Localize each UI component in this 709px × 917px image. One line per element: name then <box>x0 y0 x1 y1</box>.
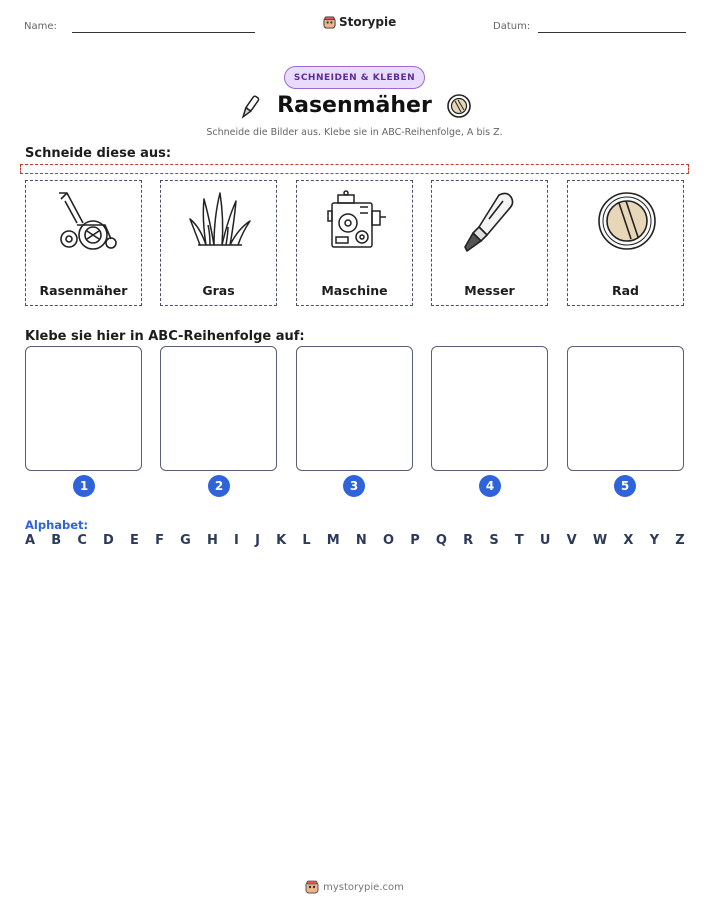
letter: V <box>566 533 577 548</box>
letter: E <box>130 533 139 548</box>
paste-slot-1[interactable] <box>25 346 142 471</box>
card-label-maschine: Maschine <box>321 283 388 298</box>
letter: C <box>77 533 87 548</box>
letter: I <box>234 533 239 548</box>
activity-badge: SCHNEIDEN & KLEBEN <box>284 66 425 89</box>
letter: H <box>206 533 218 548</box>
slot-number-5: 5 <box>614 475 636 497</box>
storypie-mascot-icon <box>305 880 319 894</box>
wheel-decor-icon <box>446 93 472 119</box>
paste-slot-2[interactable] <box>160 346 277 471</box>
footer-url[interactable]: mystorypie.com <box>323 881 404 893</box>
instructions: Schneide die Bilder aus. Klebe sie in ABC-Reihenfolge, A bis Z. <box>206 127 503 138</box>
cut-card-gras[interactable] <box>160 180 277 306</box>
card-label-gras: Gras <box>202 283 235 298</box>
letter: A <box>25 533 36 548</box>
storypie-mascot-icon <box>323 16 336 29</box>
letter: D <box>103 533 114 548</box>
letter: L <box>302 533 311 548</box>
letter: M <box>326 533 340 548</box>
slot-number-4: 4 <box>479 475 501 497</box>
cut-card-maschine[interactable] <box>296 180 413 306</box>
cut-card-rasenmaeher[interactable] <box>25 180 142 306</box>
date-label: Datum: <box>493 21 531 32</box>
brand-name: Storypie <box>339 15 397 29</box>
cut-line <box>20 164 689 174</box>
machine-icon <box>324 189 388 253</box>
brand-logo <box>323 15 396 29</box>
slot-number-2: 2 <box>208 475 230 497</box>
slot-number-1: 1 <box>73 475 95 497</box>
paste-heading: Klebe sie hier in ABC-Reihenfolge auf: <box>25 329 305 344</box>
letter: R <box>463 533 474 548</box>
letter: S <box>489 533 499 548</box>
wheel-icon <box>595 189 659 253</box>
letter: B <box>51 533 62 548</box>
letter: F <box>155 533 164 548</box>
card-label-messer: Messer <box>464 283 515 298</box>
paste-slot-4[interactable] <box>431 346 548 471</box>
letter: N <box>355 533 367 548</box>
footer <box>0 880 709 894</box>
letter: J <box>255 533 260 548</box>
date-line[interactable] <box>538 32 686 33</box>
letter: O <box>382 533 395 548</box>
letter: Q <box>435 533 447 548</box>
card-label-rasenmaeher: Rasenmäher <box>39 283 128 298</box>
grass-icon <box>188 189 252 253</box>
knife-icon <box>459 189 523 253</box>
slot-number-3: 3 <box>343 475 365 497</box>
alphabet-label: Alphabet: <box>25 518 89 532</box>
alphabet-row <box>25 533 685 548</box>
letter: W <box>592 533 608 548</box>
paste-slot-3[interactable] <box>296 346 413 471</box>
letter: Z <box>675 533 685 548</box>
name-line[interactable] <box>72 32 255 33</box>
cut-card-messer[interactable] <box>431 180 548 306</box>
letter: Y <box>649 533 660 548</box>
letter: U <box>539 533 551 548</box>
cut-card-rad[interactable] <box>567 180 684 306</box>
card-label-rad: Rad <box>611 283 639 298</box>
letter: K <box>276 533 287 548</box>
letter: P <box>410 533 420 548</box>
letter: G <box>180 533 191 548</box>
name-label: Name: <box>24 21 57 32</box>
page-title: Rasenmäher <box>277 93 432 118</box>
cut-heading: Schneide diese aus: <box>25 146 172 161</box>
lawn-mower-icon <box>53 189 117 253</box>
letter: X <box>623 533 634 548</box>
letter: T <box>514 533 524 548</box>
paste-slot-5[interactable] <box>567 346 684 471</box>
